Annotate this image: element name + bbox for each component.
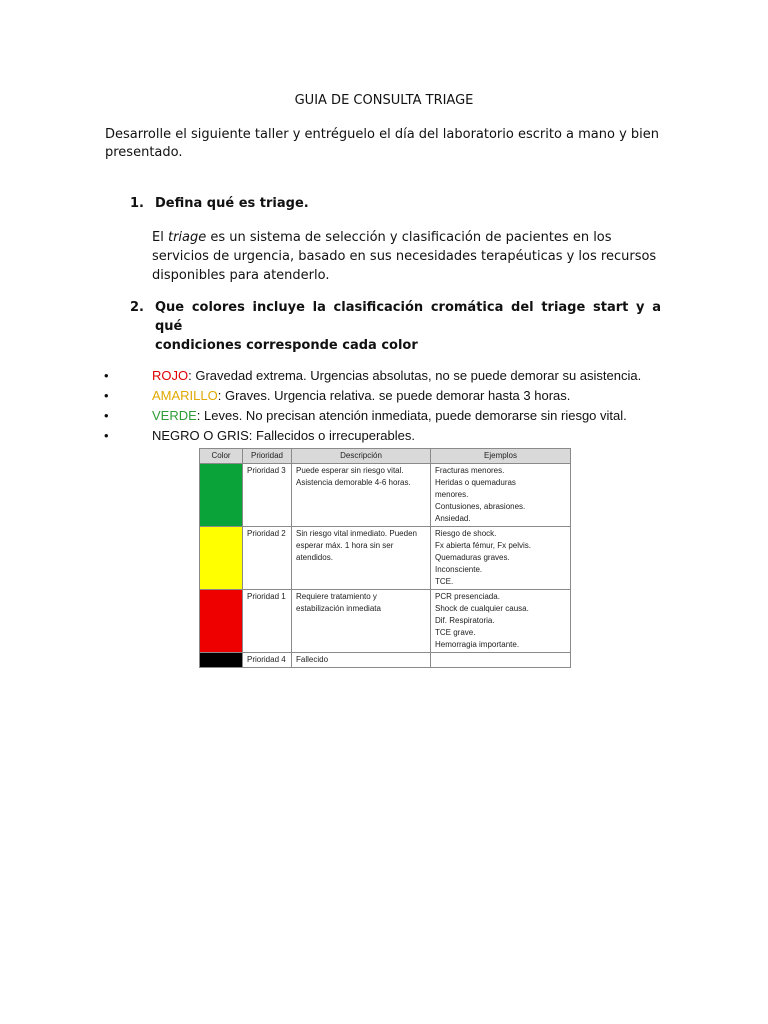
- color-label-amarillo: AMARILLO: [152, 388, 218, 403]
- list-item: [100, 386, 720, 406]
- cell-line: Requiere tratamiento y: [296, 592, 377, 601]
- cell-line: TCE.: [435, 577, 454, 586]
- answer-1-paragraph: [152, 228, 662, 285]
- cell-line: Puede esperar sin riesgo vital.: [296, 466, 404, 475]
- question-1-number: 1.: [130, 196, 144, 211]
- cell-line: Sin riesgo vital inmediato. Pueden: [296, 529, 417, 538]
- question-2-line-1: Que colores incluye la clasificación cromática del triage start y a qué: [155, 300, 661, 334]
- color-swatch: [200, 527, 243, 590]
- cell-line: Dif. Respiratoria.: [435, 616, 495, 625]
- bullet-marker: •: [104, 388, 109, 403]
- question-2-line-2: condiciones corresponde cada color: [155, 338, 418, 353]
- list-item: [100, 426, 720, 446]
- table-row: [200, 464, 571, 527]
- cell-line: Riesgo de shock.: [435, 529, 497, 538]
- examples-cell: [431, 464, 571, 527]
- column-header-prioridad: Prioridad: [243, 449, 292, 464]
- question-2: [130, 298, 661, 353]
- priority-cell: Prioridad 1: [243, 590, 292, 653]
- question-1-text: Defina qué es triage.: [155, 196, 309, 211]
- table-header-row: [200, 449, 571, 464]
- question-1: [130, 194, 650, 214]
- cell-line: esperar máx. 1 hora sin ser: [296, 541, 394, 550]
- color-swatch: [200, 590, 243, 653]
- description-cell: [292, 464, 431, 527]
- examples-cell: [431, 653, 571, 668]
- question-2-number: 2.: [130, 300, 144, 315]
- table-row: [200, 590, 571, 653]
- table-row: [200, 653, 571, 668]
- cell-line: Fx abierta fémur, Fx pelvis.: [435, 541, 532, 550]
- color-description: : Graves. Urgencia relativa. se puede demorar hasta 3 horas.: [217, 388, 571, 403]
- column-header-ejemplos: Ejemplos: [431, 449, 571, 464]
- triage-table-body: [200, 464, 571, 668]
- intro-paragraph: Desarrolle el siguiente taller y entréguelo el día del laboratorio escrito a mano y bien presentado.: [105, 127, 660, 160]
- examples-cell: [431, 590, 571, 653]
- description-cell: [292, 653, 431, 668]
- color-label-verde: VERDE: [152, 408, 197, 423]
- cell-line: menores.: [435, 490, 469, 499]
- cell-line: Fallecido: [296, 655, 329, 664]
- question-2-text: [155, 298, 661, 355]
- color-label-negro: NEGRO O GRIS: [152, 428, 249, 443]
- bullet-marker: •: [104, 428, 109, 443]
- cell-line: Shock de cualquier causa.: [435, 604, 529, 613]
- cell-line: atendidos.: [296, 553, 333, 562]
- cell-line: Quemaduras graves.: [435, 553, 510, 562]
- answer-1-term: triage: [167, 230, 207, 245]
- cell-line: estabilización inmediata: [296, 604, 381, 613]
- description-cell: [292, 590, 431, 653]
- column-header-color: Color: [200, 449, 243, 464]
- cell-line: Hemorragia importante.: [435, 640, 520, 649]
- cell-line: Asistencia demorable 4-6 horas.: [296, 478, 411, 487]
- cell-line: TCE grave.: [435, 628, 476, 637]
- color-label-rojo: ROJO: [152, 368, 189, 383]
- cell-line: Heridas o quemaduras: [435, 478, 516, 487]
- answer-1-prefix: El: [152, 230, 168, 245]
- priority-cell: Prioridad 3: [243, 464, 292, 527]
- examples-cell: [431, 527, 571, 590]
- color-bullet-list: [100, 366, 720, 446]
- priority-cell: Prioridad 2: [243, 527, 292, 590]
- color-description: : Fallecidos o irrecuperables.: [248, 428, 415, 443]
- cell-line: Contusiones, abrasiones.: [435, 502, 526, 511]
- cell-line: Inconsciente.: [435, 565, 483, 574]
- color-description: : Gravedad extrema. Urgencias absolutas, no se puede demorar su asistencia.: [188, 368, 642, 383]
- bullet-marker: •: [104, 368, 109, 383]
- color-swatch: [200, 653, 243, 668]
- list-item: [100, 406, 720, 426]
- cell-line: PCR presenciada.: [435, 592, 500, 601]
- cell-line: Ansiedad.: [435, 514, 471, 523]
- priority-cell: Prioridad 4: [243, 653, 292, 668]
- description-cell: [292, 527, 431, 590]
- color-swatch: [200, 464, 243, 527]
- bullet-marker: •: [104, 408, 109, 423]
- column-header-descripcion: Descripción: [292, 449, 431, 464]
- table-row: [200, 527, 571, 590]
- list-item: [100, 366, 720, 386]
- document-title: GUIA DE CONSULTA TRIAGE: [294, 93, 474, 108]
- triage-table: [199, 448, 571, 668]
- cell-line: Fracturas menores.: [435, 466, 505, 475]
- answer-1-body: es un sistema de selección y clasificación de pacientes en los servicios de urgencia, basado en sus necesidades terapéuticas y los recursos disponibles para atenderlo.: [152, 230, 657, 283]
- color-description: : Leves. No precisan atención inmediata, puede demorarse sin riesgo vital.: [196, 408, 627, 423]
